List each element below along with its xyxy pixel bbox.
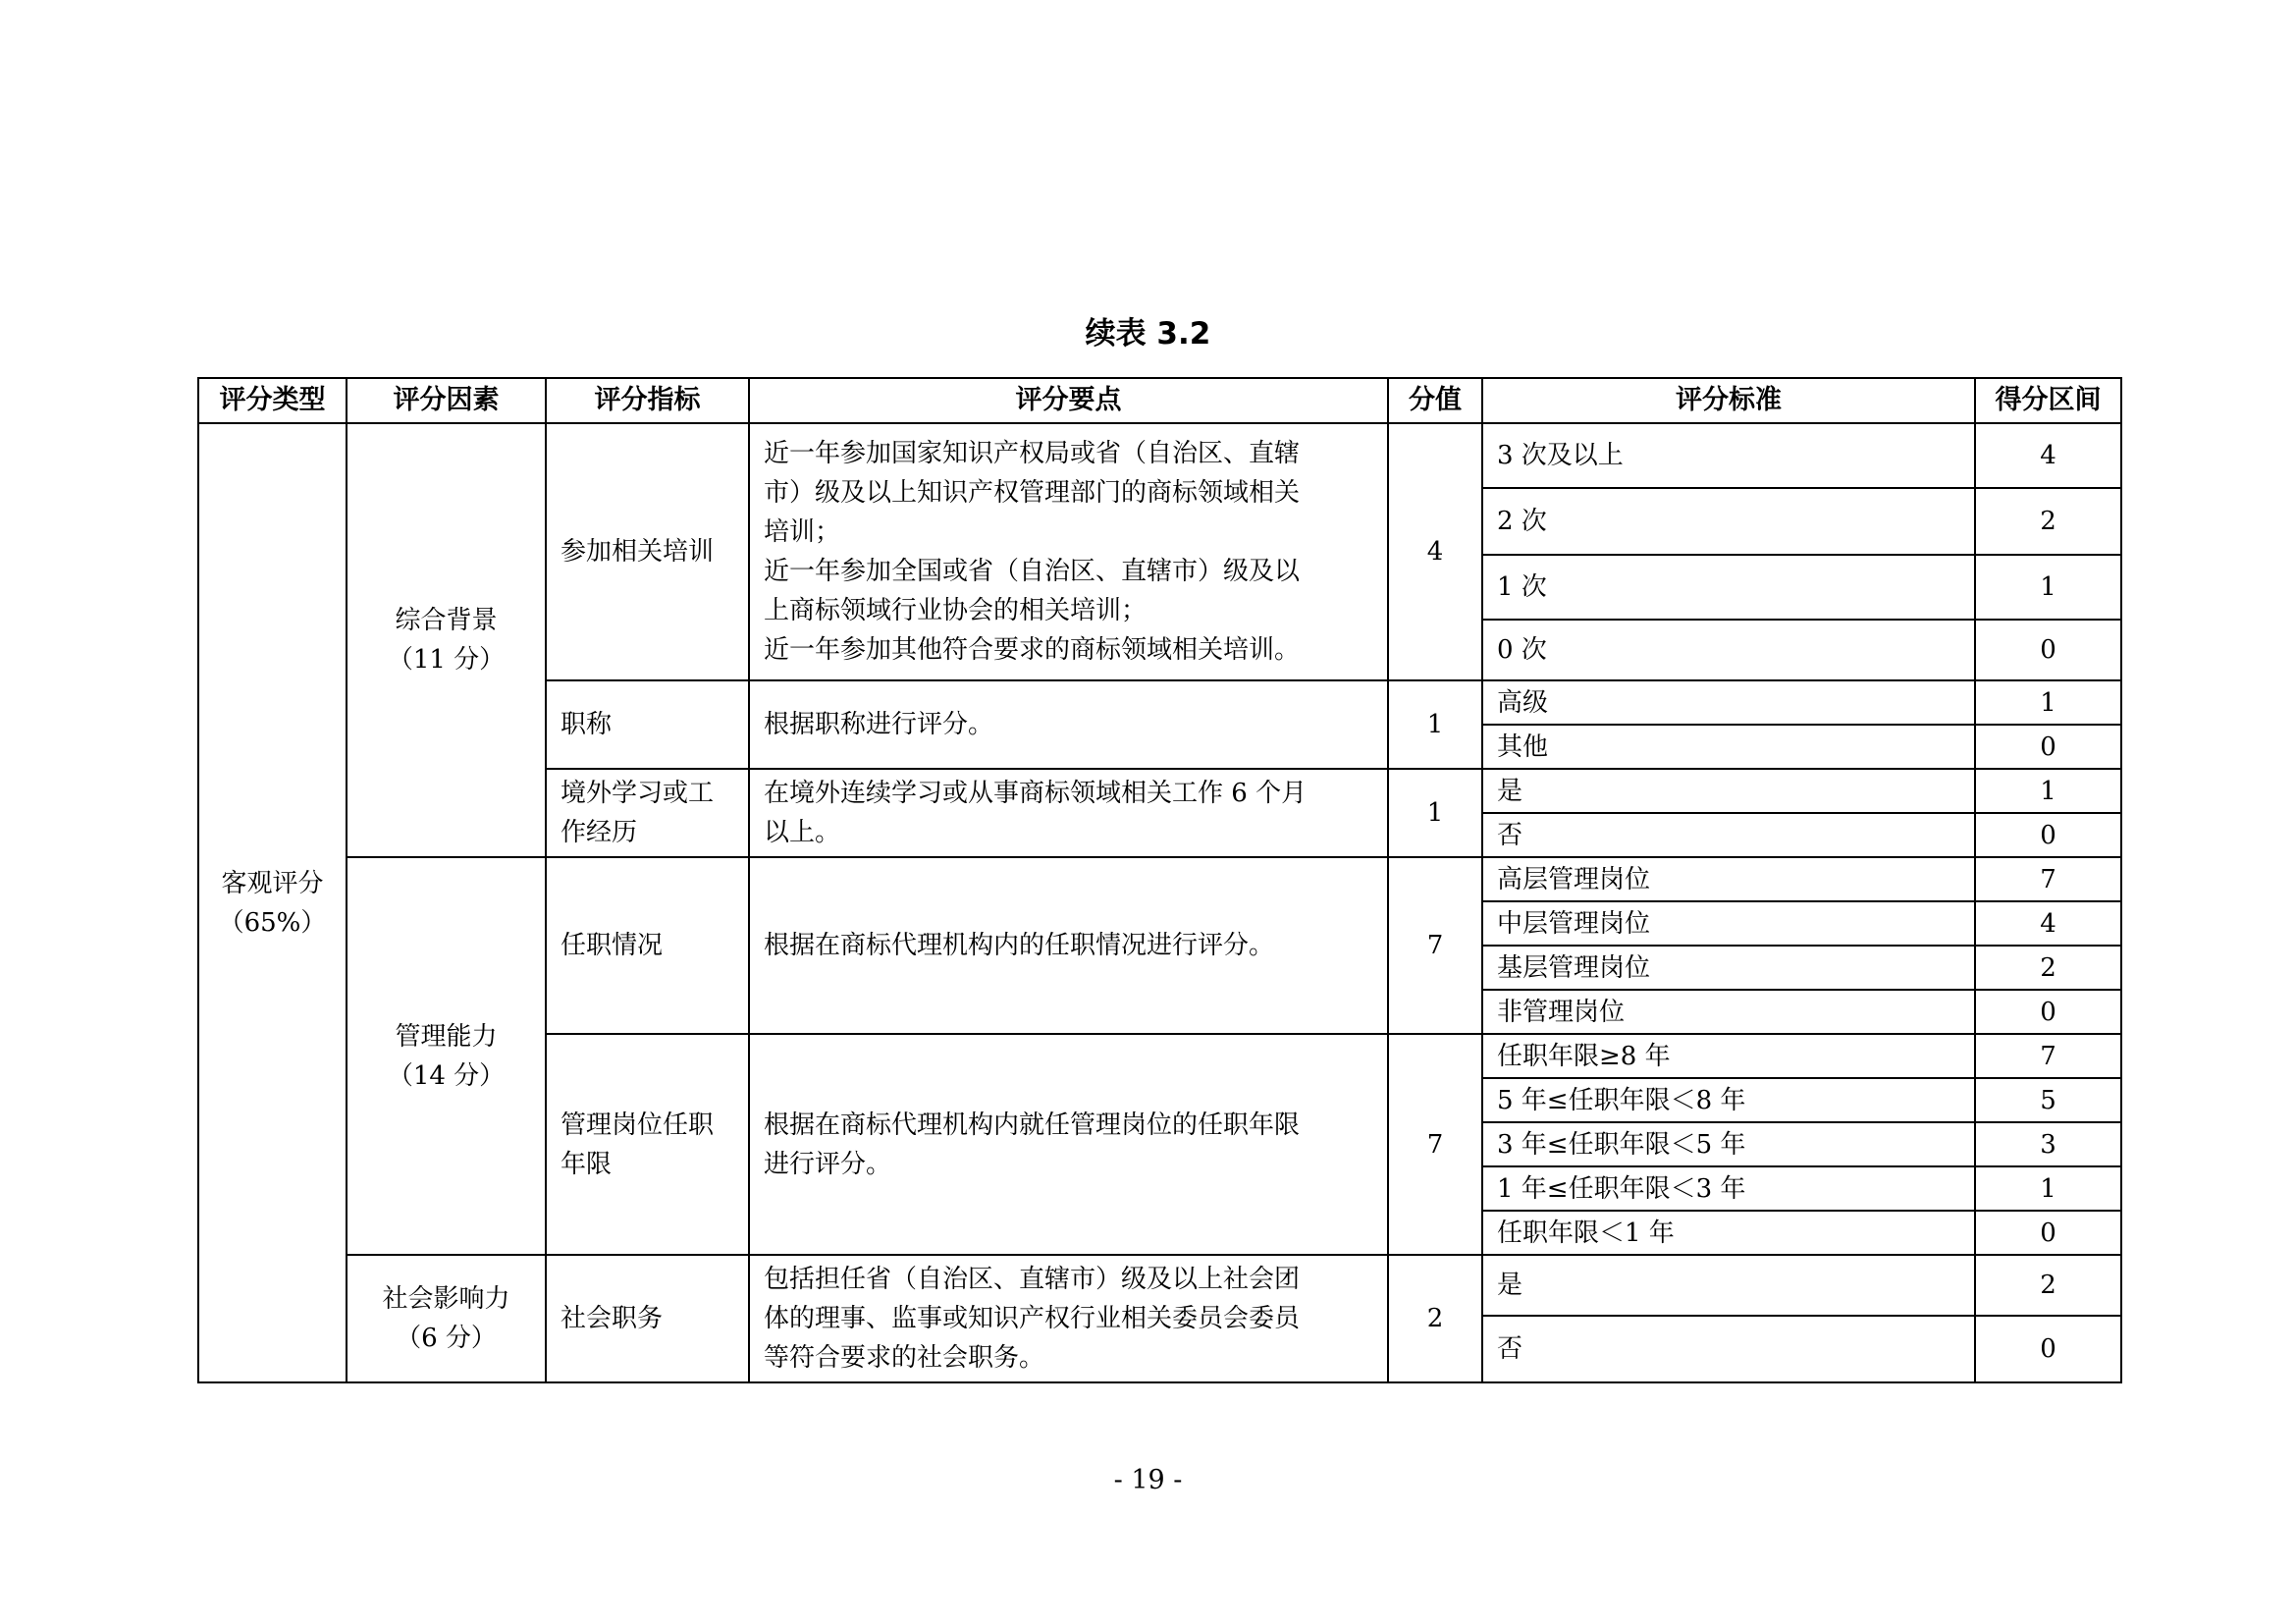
criteria-score: 7 <box>1975 1034 2121 1078</box>
indicator-title-rank: 职称 <box>546 680 749 769</box>
criteria-label: 否 <box>1482 1316 1975 1382</box>
criteria-score: 0 <box>1975 990 2121 1034</box>
criteria-label: 任职年限≥8 年 <box>1482 1034 1975 1078</box>
indicator-tenure: 管理岗位任职 年限 <box>546 1034 749 1255</box>
value-social-post: 2 <box>1388 1255 1482 1382</box>
value-training: 4 <box>1388 423 1482 680</box>
criteria-score: 0 <box>1975 725 2121 769</box>
points-social-post: 包括担任省（自治区、直辖市）级及以上社会团 体的理事、监事或知识产权行业相关委员会委员 等符合要求的社会职务。 <box>749 1255 1388 1382</box>
criteria-label: 1 年≤任职年限＜3 年 <box>1482 1166 1975 1211</box>
table-row <box>198 857 2121 901</box>
criteria-score: 1 <box>1975 680 2121 725</box>
header-type: 评分类型 <box>198 378 347 423</box>
indicator-overseas: 境外学习或工 作经历 <box>546 769 749 857</box>
header-points: 评分要点 <box>749 378 1388 423</box>
criteria-score: 0 <box>1975 620 2121 680</box>
criteria-label: 高层管理岗位 <box>1482 857 1975 901</box>
value-overseas: 1 <box>1388 769 1482 857</box>
criteria-score: 0 <box>1975 1316 2121 1382</box>
indicator-position: 任职情况 <box>546 857 749 1034</box>
table-row <box>198 423 2121 488</box>
points-position: 根据在商标代理机构内的任职情况进行评分。 <box>749 857 1388 1034</box>
page-number: - 19 - <box>1113 1465 1183 1495</box>
criteria-label: 其他 <box>1482 725 1975 769</box>
criteria-score: 7 <box>1975 857 2121 901</box>
criteria-score: 2 <box>1975 946 2121 990</box>
value-title-rank: 1 <box>1388 680 1482 769</box>
header-score-range: 得分区间 <box>1975 378 2121 423</box>
points-training: 近一年参加国家知识产权局或省（自治区、直辖 市）级及以上知识产权管理部门的商标领域相关 培训； 近一年参加全国或省（自治区、直辖市）级及以 上商标领域行业协会的相关培训； 近一年参加其他符合要求的商标领域相关培训。 <box>749 423 1388 680</box>
header-criteria: 评分标准 <box>1482 378 1975 423</box>
value-position: 7 <box>1388 857 1482 1034</box>
criteria-label: 0 次 <box>1482 620 1975 680</box>
criteria-label: 是 <box>1482 769 1975 813</box>
table-title: 续表 3.2 <box>1085 316 1211 352</box>
criteria-label: 1 次 <box>1482 555 1975 620</box>
criteria-score: 4 <box>1975 423 2121 488</box>
header-factor: 评分因素 <box>347 378 546 423</box>
criteria-label: 5 年≤任职年限＜8 年 <box>1482 1078 1975 1122</box>
criteria-score: 0 <box>1975 813 2121 857</box>
criteria-label: 否 <box>1482 813 1975 857</box>
table-row <box>198 1255 2121 1316</box>
indicator-social-post: 社会职务 <box>546 1255 749 1382</box>
criteria-label: 非管理岗位 <box>1482 990 1975 1034</box>
criteria-score: 4 <box>1975 901 2121 946</box>
criteria-score: 2 <box>1975 1255 2121 1316</box>
criteria-score: 0 <box>1975 1211 2121 1255</box>
factor-management-cell: 管理能力 （14 分） <box>347 857 546 1255</box>
criteria-label: 是 <box>1482 1255 1975 1316</box>
criteria-score: 1 <box>1975 769 2121 813</box>
criteria-label: 2 次 <box>1482 488 1975 555</box>
points-title-rank: 根据职称进行评分。 <box>749 680 1388 769</box>
criteria-score: 1 <box>1975 555 2121 620</box>
criteria-label: 3 年≤任职年限＜5 年 <box>1482 1122 1975 1166</box>
criteria-score: 2 <box>1975 488 2121 555</box>
criteria-label: 3 次及以上 <box>1482 423 1975 488</box>
indicator-training: 参加相关培训 <box>546 423 749 680</box>
points-tenure: 根据在商标代理机构内就任管理岗位的任职年限 进行评分。 <box>749 1034 1388 1255</box>
factor-social-cell: 社会影响力 （6 分） <box>347 1255 546 1382</box>
header-indicator: 评分指标 <box>546 378 749 423</box>
value-tenure: 7 <box>1388 1034 1482 1255</box>
criteria-label: 任职年限＜1 年 <box>1482 1211 1975 1255</box>
criteria-score: 5 <box>1975 1078 2121 1122</box>
header-value: 分值 <box>1388 378 1482 423</box>
criteria-label: 中层管理岗位 <box>1482 901 1975 946</box>
criteria-score: 1 <box>1975 1166 2121 1211</box>
points-overseas: 在境外连续学习或从事商标领域相关工作 6 个月 以上。 <box>749 769 1388 857</box>
scoring-table <box>197 377 2122 1383</box>
factor-background-cell: 综合背景 （11 分） <box>347 423 546 857</box>
criteria-label: 高级 <box>1482 680 1975 725</box>
header-row <box>198 378 2121 423</box>
scoring-type-cell: 客观评分 （65%） <box>198 423 347 1382</box>
criteria-label: 基层管理岗位 <box>1482 946 1975 990</box>
criteria-score: 3 <box>1975 1122 2121 1166</box>
